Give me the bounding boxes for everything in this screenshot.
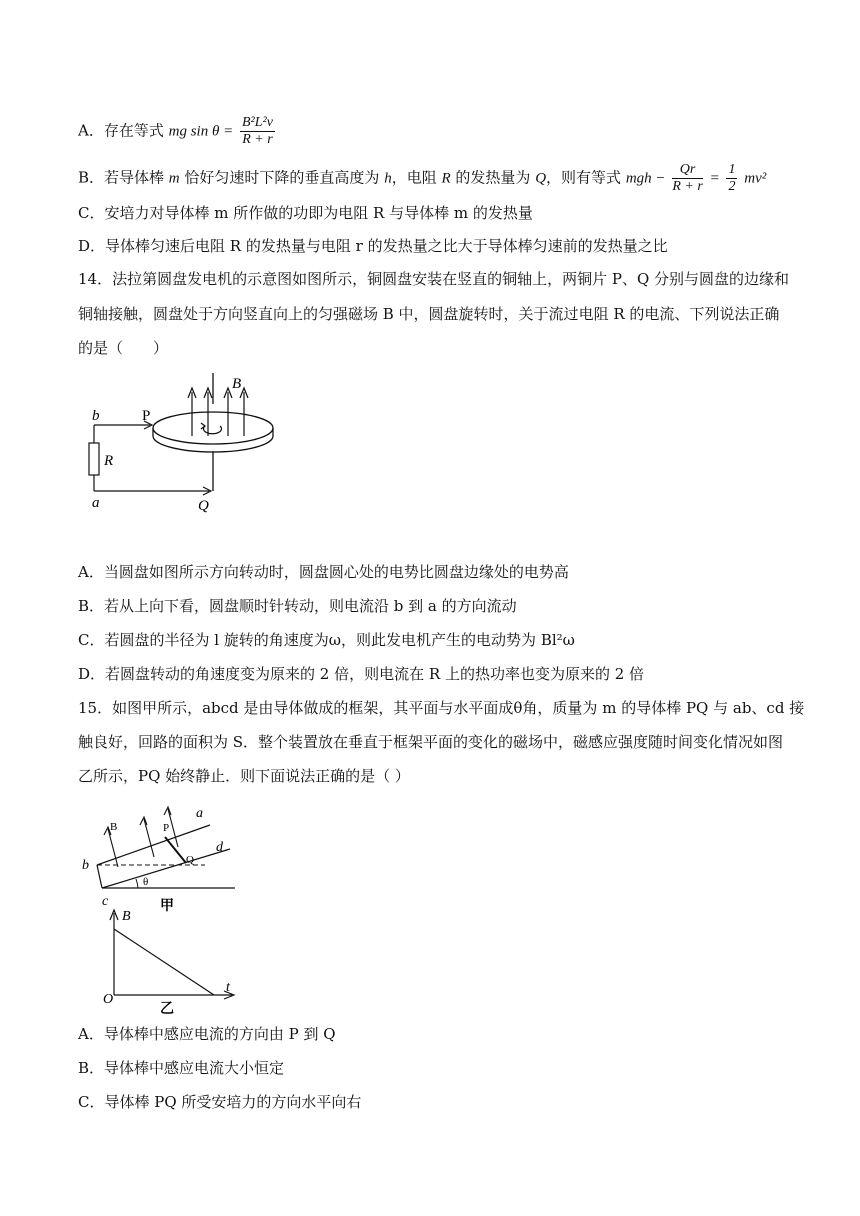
jia-label-c: c: [102, 894, 109, 909]
jia-label-B: B: [110, 821, 118, 833]
yi-label-t: t: [226, 980, 230, 995]
jia-label-Q: Q: [186, 854, 194, 866]
label-b: b: [92, 408, 100, 424]
jia-label-d: d: [216, 840, 223, 855]
resistor-R: [89, 443, 99, 475]
b-t-graph-yi: [92, 905, 252, 1020]
jia-caption: 甲: [160, 899, 174, 914]
q13-option-a-denominator: R + r: [242, 132, 273, 147]
q13-option-b-Q: Q: [535, 170, 547, 187]
q13-option-b-fraction-2-num: 1: [728, 162, 736, 177]
q14-option-c: C．若圆盘的半径为 l 旋转的角速度为ω，则此发电机产生的电动势为 Bl²ω: [78, 631, 575, 649]
q13-option-b-fraction-2-den: 2: [728, 179, 736, 194]
q13-option-b-m: m: [168, 170, 180, 187]
q14-stem-line-2: 铜轴接触，圆盘处于方向竖直向上的匀强磁场 B 中，圆盘旋转时，关于流过电阻 R 的电流、下列说法正确: [78, 305, 780, 323]
frame-figure-jia: [80, 795, 240, 915]
q13-option-b-eq-c: mv²: [744, 170, 767, 187]
rail-cd: [102, 849, 230, 888]
q13-option-a-numerator: B²L²v: [241, 115, 273, 130]
label-R: R: [104, 453, 114, 469]
q13-option-b-eq-b: =: [709, 170, 720, 187]
label-P: P: [142, 408, 151, 424]
q13-option-b-h: h: [384, 170, 392, 187]
q14-stem-line-3: 的是（ ）: [78, 339, 169, 357]
theta-arc: [136, 879, 138, 888]
q15-option-b: B．导体棒中感应电流大小恒定: [78, 1059, 285, 1077]
jia-label-a: a: [196, 806, 203, 821]
q14-stem-line-1: 14．法拉第圆盘发电机的示意图如图所示，铜圆盘安装在竖直的铜轴上，两铜片 P、Q 分别与圆盘的边缘和: [78, 270, 790, 288]
q13-option-d: D．导体棒匀速后电阻 R 的发热量与电阻 r 的发热量之比大于导体棒匀速前的发热量之比: [78, 237, 668, 255]
yi-caption: 乙: [160, 1002, 174, 1017]
q13-option-b-fraction-1: [672, 162, 702, 195]
q13-option-b-eq-a: mgh −: [625, 170, 666, 187]
q13-option-b: [78, 162, 766, 195]
yi-label-B: B: [122, 909, 131, 924]
q14-option-b: B．若从上向下看，圆盘顺时针转动，则电流沿 b 到 a 的方向流动: [78, 597, 517, 615]
yi-b-t-line: [114, 929, 214, 995]
q15-stem-line-3: 乙所示，PQ 始终静止．则下面说法正确的是（ ）: [78, 767, 410, 785]
faraday-disc-figure: [80, 368, 300, 518]
edge-bc: [97, 865, 102, 888]
jia-b-arrow-1: [108, 829, 118, 867]
q15-option-c: C．导体棒 PQ 所受安培力的方向水平向右: [78, 1093, 362, 1111]
jia-b-arrowhead-2: [140, 817, 147, 825]
label-Q: Q: [198, 498, 209, 514]
disc-top-ellipse: [153, 412, 273, 444]
q14-option-a: A．当圆盘如图所示方向转动时，圆盘圆心处的电势比圆盘边缘处的电势高: [78, 563, 569, 581]
q13-option-b-text-5: ，则有等式: [546, 168, 622, 187]
label-B: B: [232, 376, 242, 392]
jia-label-b: b: [82, 858, 89, 873]
jia-label-P: P: [163, 822, 170, 834]
q13-option-a-equation-lhs: mg sin θ =: [168, 123, 234, 140]
rod-pq: [165, 837, 186, 863]
q15-stem-line-2: 触良好，回路的面积为 S．整个装置放在垂直于框架平面的变化的磁场中，磁感应强度随时间变化情况如图: [78, 733, 784, 751]
jia-b-arrow-2: [144, 819, 154, 857]
q13-option-a-fraction: [240, 115, 275, 148]
jia-label-theta: θ: [143, 876, 149, 888]
yi-label-O: O: [103, 992, 114, 1007]
q13-option-b-R: R: [441, 170, 451, 187]
q13-option-b-text-3: ，电阻: [391, 168, 442, 187]
jia-b-arrowhead-3: [164, 807, 171, 815]
q13-option-a-text: A．存在等式: [78, 121, 164, 140]
q13-option-b-text-1: B．若导体棒: [78, 168, 169, 187]
q13-option-b-text-2: 恰好匀速时下降的垂直高度为: [179, 168, 385, 187]
q13-option-a: [78, 115, 277, 148]
q13-option-b-fraction-2: [726, 162, 737, 195]
q14-option-d: D．若圆盘转动的角速度变为原来的 2 倍，则电流在 R 上的热功率也变为原来的 2 倍: [78, 665, 645, 683]
q13-option-b-text-4: 的发热量为: [450, 168, 536, 187]
q15-option-a: A．导体棒中感应电流的方向由 P 到 Q: [78, 1025, 336, 1043]
q15-stem-line-1: 15．如图甲所示，abcd 是由导体做成的框架，其平面与水平面成θ角，质量为 m 的导体棒 PQ 与 ab、cd 接: [78, 699, 805, 717]
q13-option-b-fraction-1-den: R + r: [672, 179, 703, 194]
q13-option-c: C．安培力对导体棒 m 所作做的功即为电阻 R 与导体棒 m 的发热量: [78, 204, 533, 222]
q13-option-b-fraction-1-num: Qr: [672, 162, 702, 179]
label-a: a: [92, 495, 100, 511]
